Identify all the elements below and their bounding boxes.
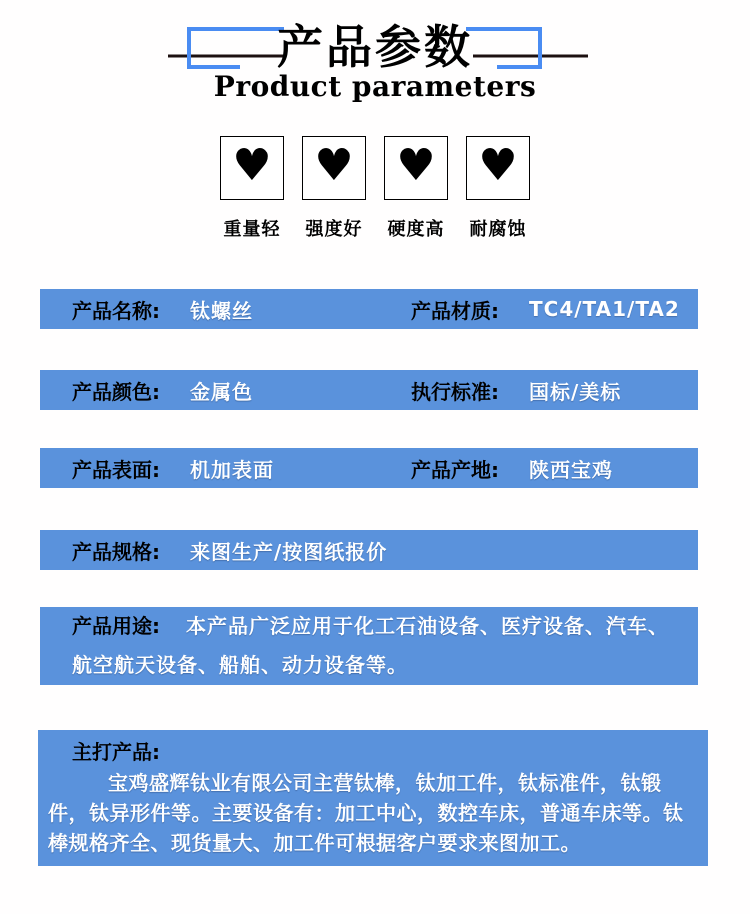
spec-pair-color <box>72 370 253 410</box>
spec-row-name-material <box>40 289 698 329</box>
heart-icon <box>220 136 284 200</box>
spec-pair-specification <box>72 530 387 570</box>
heart-icon <box>384 136 448 200</box>
heart-glyph: ♥ <box>478 140 518 191</box>
feature-list <box>0 136 750 241</box>
usage-paragraph <box>40 607 698 685</box>
header <box>0 0 750 112</box>
main-products-text: 宝鸡盛辉钛业有限公司主营钛棒，钛加工件，钛标准件，钛锻件，钛异形件等。主要设备有：加工中心，数控车床，普通车床等。钛棒规格齐全、现货量大、加工件可根据客户要求来图加工。 <box>48 771 684 855</box>
feature-item-hardness <box>383 136 449 241</box>
feature-item-lightweight <box>219 136 285 241</box>
spec-row-usage <box>40 607 698 685</box>
spec-row-surface-origin <box>40 448 698 488</box>
spec-label: 产品表面: <box>72 457 160 482</box>
spec-label: 产品材质: <box>411 298 499 323</box>
spec-label: 执行标准: <box>411 379 499 404</box>
spec-pair-origin <box>411 448 613 488</box>
heart-icon <box>466 136 530 200</box>
feature-label: 强度好 <box>305 219 363 240</box>
spec-pair-surface <box>72 448 274 488</box>
feature-label: 硬度高 <box>387 219 445 240</box>
feature-label: 重量轻 <box>223 219 281 240</box>
spec-label: 产品颜色: <box>72 379 160 404</box>
heart-icon <box>302 136 366 200</box>
spec-value: TC4/TA1/TA2 <box>529 297 680 321</box>
spec-label: 产品产地: <box>411 457 499 482</box>
spec-table <box>40 289 698 685</box>
main-products-label: 主打产品: <box>72 740 160 764</box>
spec-row-specification <box>40 530 698 570</box>
feature-item-corrosion <box>465 136 531 241</box>
heart-glyph: ♥ <box>232 140 272 191</box>
spec-value: 本产品广泛应用于化工石油设备、医疗设备、汽车、航空航天设备、船舶、动力设备等。 <box>72 614 669 677</box>
spec-value: 机加表面 <box>190 457 274 482</box>
main-products-block <box>38 730 708 866</box>
spec-row-color-standard <box>40 370 698 410</box>
spec-label: 产品规格: <box>72 539 160 564</box>
spec-value: 陕西宝鸡 <box>529 457 613 482</box>
spec-value: 金属色 <box>190 379 253 404</box>
spec-value: 来图生产/按图纸报价 <box>190 539 388 564</box>
heart-glyph: ♥ <box>314 140 354 191</box>
spec-label: 产品用途: <box>72 614 160 638</box>
page-subtitle: Product parameters <box>213 70 537 103</box>
page-title: 产品参数 <box>277 20 473 74</box>
spec-value: 国标/美标 <box>529 379 622 404</box>
heart-glyph: ♥ <box>396 140 436 191</box>
spec-label: 产品名称: <box>72 298 160 323</box>
spec-pair-standard <box>411 370 621 410</box>
spec-pair-name <box>72 289 253 329</box>
feature-item-strength <box>301 136 367 241</box>
feature-label: 耐腐蚀 <box>469 219 527 240</box>
spec-pair-material <box>411 289 680 329</box>
spec-value: 钛螺丝 <box>190 298 253 323</box>
